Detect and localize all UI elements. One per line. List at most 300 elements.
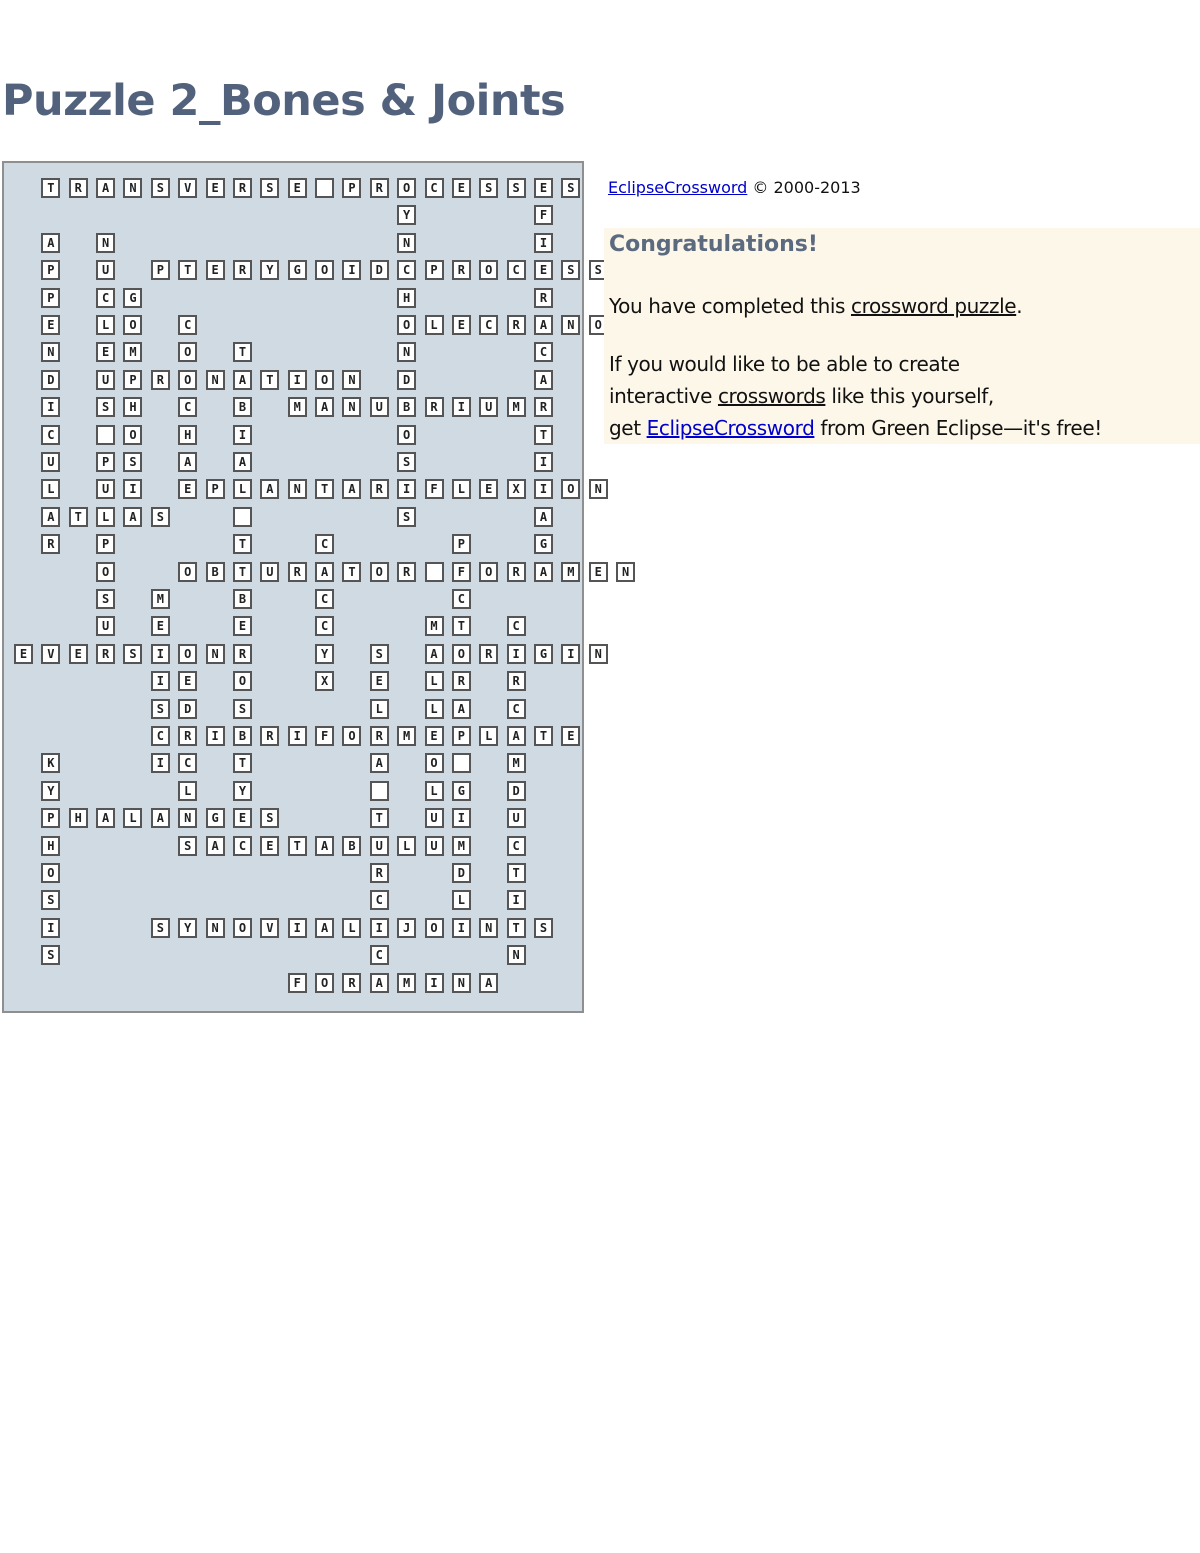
crossword-cell[interactable]: P [452, 726, 471, 746]
crossword-cell[interactable] [233, 507, 252, 527]
crossword-cell[interactable]: O [315, 370, 334, 390]
crossword-cell[interactable]: A [507, 726, 526, 746]
crossword-cell[interactable]: V [41, 644, 60, 664]
crossword-cell[interactable]: S [41, 945, 60, 965]
crossword-cell[interactable]: O [589, 315, 608, 335]
get-eclipsecrossword-link[interactable]: EclipseCrossword [646, 416, 815, 440]
crossword-cell[interactable]: O [561, 479, 580, 499]
crossword-cell[interactable]: R [69, 178, 88, 198]
crossword-cell[interactable]: A [315, 918, 334, 938]
crossword-cell[interactable]: P [452, 534, 471, 554]
crossword-cell[interactable]: A [534, 370, 553, 390]
crossword-cell[interactable]: R [233, 644, 252, 664]
crossword-cell[interactable]: N [452, 973, 471, 993]
crossword-cell[interactable]: R [479, 644, 498, 664]
crossword-cell[interactable]: A [41, 233, 60, 253]
crossword-cell[interactable]: T [178, 260, 197, 280]
crossword-cell[interactable]: I [534, 452, 553, 472]
crossword-cell[interactable]: A [178, 452, 197, 472]
crossword-cell[interactable]: O [96, 562, 115, 582]
crossword-cell[interactable]: I [123, 479, 142, 499]
crossword-cell[interactable]: L [96, 507, 115, 527]
crossword-cell[interactable]: D [397, 370, 416, 390]
crossword-cell[interactable]: S [479, 178, 498, 198]
crossword-cell[interactable]: S [96, 397, 115, 417]
crossword-cell[interactable]: I [151, 644, 170, 664]
crossword-cell[interactable]: C [315, 616, 334, 636]
crossword-cell[interactable]: S [260, 178, 279, 198]
crossword-cell[interactable]: O [123, 425, 142, 445]
crossword-cell[interactable]: A [315, 562, 334, 582]
crossword-cell[interactable]: P [206, 479, 225, 499]
crossword-cell[interactable]: P [425, 260, 444, 280]
crossword-cell[interactable]: I [288, 918, 307, 938]
crossword-cell[interactable]: A [123, 507, 142, 527]
crossword-cell[interactable]: C [233, 836, 252, 856]
crossword-cell[interactable]: R [534, 288, 553, 308]
crossword-cell[interactable]: H [178, 425, 197, 445]
crossword-cell[interactable]: A [315, 397, 334, 417]
crossword-cell[interactable]: R [397, 562, 416, 582]
crossword-cell[interactable]: I [397, 479, 416, 499]
crossword-cell[interactable]: E [452, 315, 471, 335]
crossword-cell[interactable]: X [507, 479, 526, 499]
crossword-cell[interactable]: C [507, 616, 526, 636]
crossword-cell[interactable]: E [151, 616, 170, 636]
crossword-cell[interactable]: C [534, 342, 553, 362]
crossword-cell[interactable]: V [260, 918, 279, 938]
crossword-cell[interactable]: A [534, 562, 553, 582]
crossword-cell[interactable]: T [233, 562, 252, 582]
crossword-cell[interactable]: E [14, 644, 33, 664]
crossword-cell[interactable]: C [178, 315, 197, 335]
crossword-cell[interactable]: Y [260, 260, 279, 280]
crossword-cell[interactable]: S [96, 589, 115, 609]
crossword-cell[interactable]: I [507, 890, 526, 910]
crossword-cell[interactable]: A [96, 178, 115, 198]
crossword-cell[interactable]: U [96, 616, 115, 636]
crossword-cell[interactable]: S [370, 644, 389, 664]
crossword-cell[interactable]: N [561, 315, 580, 335]
crossword-cell[interactable]: T [315, 479, 334, 499]
crossword-cell[interactable]: L [342, 918, 361, 938]
crossword-cell[interactable]: Y [315, 644, 334, 664]
crossword-cell[interactable]: R [370, 863, 389, 883]
crossword-cell[interactable]: O [178, 644, 197, 664]
crossword-cell[interactable]: N [479, 918, 498, 938]
crossword-cell[interactable]: L [452, 479, 471, 499]
crossword-cell[interactable]: P [123, 370, 142, 390]
crossword-cell[interactable]: T [233, 753, 252, 773]
crossword-cell[interactable]: S [151, 178, 170, 198]
crossword-cell[interactable]: U [96, 370, 115, 390]
crossword-cell[interactable]: C [507, 836, 526, 856]
crossword-cell[interactable]: P [41, 260, 60, 280]
crossword-cell[interactable]: R [370, 479, 389, 499]
crossword-cell[interactable]: L [425, 671, 444, 691]
crossword-cell[interactable]: E [479, 479, 498, 499]
crossword-cell[interactable]: D [370, 260, 389, 280]
crossword-cell[interactable]: E [206, 260, 225, 280]
crossword-cell[interactable]: S [151, 918, 170, 938]
crossword-cell[interactable]: B [233, 726, 252, 746]
crossword-cell[interactable]: S [397, 507, 416, 527]
crossword-cell[interactable]: A [534, 315, 553, 335]
crossword-cell[interactable]: O [425, 753, 444, 773]
crossword-cell[interactable]: R [452, 671, 471, 691]
crossword-cell[interactable]: I [370, 918, 389, 938]
crossword-cell[interactable]: I [507, 644, 526, 664]
crossword-cell[interactable]: T [534, 425, 553, 445]
crossword-cell[interactable]: N [288, 479, 307, 499]
crossword-cell[interactable]: S [178, 836, 197, 856]
crossword-cell[interactable]: A [370, 753, 389, 773]
crossword-cell[interactable]: A [370, 973, 389, 993]
crossword-cell[interactable]: E [260, 836, 279, 856]
crossword-cell[interactable]: N [206, 370, 225, 390]
crossword-cell[interactable]: R [41, 534, 60, 554]
crossword-cell[interactable]: O [397, 425, 416, 445]
crossword-cell[interactable]: S [41, 890, 60, 910]
crossword-cell[interactable]: H [41, 836, 60, 856]
crossword-cell[interactable]: B [342, 836, 361, 856]
crossword-cell[interactable]: A [151, 808, 170, 828]
crossword-cell[interactable]: E [534, 178, 553, 198]
crossword-cell[interactable]: L [452, 890, 471, 910]
crossword-cell[interactable]: I [342, 260, 361, 280]
crossword-cell[interactable]: L [425, 315, 444, 335]
crossword-cell[interactable]: Y [233, 781, 252, 801]
crossword-cell[interactable]: U [96, 260, 115, 280]
crossword-cell[interactable]: P [41, 808, 60, 828]
crossword-cell[interactable]: U [425, 836, 444, 856]
crossword-cell[interactable]: A [96, 808, 115, 828]
crossword-cell[interactable]: S [534, 918, 553, 938]
crossword-cell[interactable]: O [233, 918, 252, 938]
crossword-cell[interactable]: S [260, 808, 279, 828]
crossword-cell[interactable]: O [342, 726, 361, 746]
crossword-cell[interactable]: U [260, 562, 279, 582]
crossword-cell[interactable]: R [507, 671, 526, 691]
crossword-cell[interactable]: C [397, 260, 416, 280]
crossword-cell[interactable]: N [397, 342, 416, 362]
crossword-cell[interactable]: T [507, 918, 526, 938]
crossword-cell[interactable]: R [370, 726, 389, 746]
crossword-cell[interactable]: C [370, 945, 389, 965]
crossword-cell[interactable]: A [534, 507, 553, 527]
crossword-cell[interactable] [452, 753, 471, 773]
crossword-cell[interactable]: O [370, 562, 389, 582]
crossword-cell[interactable]: A [452, 699, 471, 719]
crossword-cell[interactable]: N [41, 342, 60, 362]
crossword-cell[interactable]: L [178, 781, 197, 801]
crossword-cell[interactable]: I [206, 726, 225, 746]
crossword-cell[interactable]: T [370, 808, 389, 828]
crossword-cell[interactable]: I [41, 397, 60, 417]
crossword-cell[interactable]: N [206, 644, 225, 664]
crossword-cell[interactable]: C [315, 534, 334, 554]
crossword-cell[interactable]: O [178, 370, 197, 390]
crossword-cell[interactable]: U [507, 808, 526, 828]
crossword-cell[interactable]: U [370, 836, 389, 856]
crossword-cell[interactable]: Y [178, 918, 197, 938]
crossword-cell[interactable]: U [479, 397, 498, 417]
crossword-cell[interactable]: O [425, 918, 444, 938]
crossword-cell[interactable]: B [397, 397, 416, 417]
crossword-cell[interactable]: U [41, 452, 60, 472]
crossword-cell[interactable]: M [507, 397, 526, 417]
crossword-cell[interactable]: E [178, 671, 197, 691]
crossword-cell[interactable]: O [178, 562, 197, 582]
crossword-cell[interactable]: E [69, 644, 88, 664]
crossword-cell[interactable]: L [425, 781, 444, 801]
crossword-cell[interactable]: N [342, 370, 361, 390]
crossword-cell[interactable]: S [151, 507, 170, 527]
crossword-cell[interactable]: A [41, 507, 60, 527]
crossword-cell[interactable]: M [425, 616, 444, 636]
crossword-cell[interactable]: L [123, 808, 142, 828]
crossword-cell[interactable]: U [370, 397, 389, 417]
crossword-cell[interactable]: R [233, 260, 252, 280]
crossword-cell[interactable]: E [233, 808, 252, 828]
crossword-cell[interactable]: L [41, 479, 60, 499]
crossword-cell[interactable]: I [452, 918, 471, 938]
crossword-cell[interactable]: O [479, 562, 498, 582]
crossword-cell[interactable]: D [507, 781, 526, 801]
crossword-cell[interactable]: R [370, 178, 389, 198]
crossword-cell[interactable]: R [342, 973, 361, 993]
crossword-cell[interactable]: D [41, 370, 60, 390]
crossword-cell[interactable]: N [397, 233, 416, 253]
crossword-cell[interactable] [315, 178, 334, 198]
crossword-cell[interactable]: R [425, 397, 444, 417]
crossword-cell[interactable]: I [41, 918, 60, 938]
crossword-cell[interactable]: M [151, 589, 170, 609]
crossword-cell[interactable]: O [479, 260, 498, 280]
crossword-cell[interactable]: R [260, 726, 279, 746]
crossword-cell[interactable]: I [534, 233, 553, 253]
crossword-cell[interactable] [96, 425, 115, 445]
crossword-cell[interactable]: I [452, 397, 471, 417]
crossword-cell[interactable]: D [178, 699, 197, 719]
crossword-cell[interactable]: E [178, 479, 197, 499]
crossword-cell[interactable]: C [151, 726, 170, 746]
crossword-cell[interactable]: P [96, 534, 115, 554]
crossword-cell[interactable]: N [507, 945, 526, 965]
crossword-cell[interactable]: O [41, 863, 60, 883]
crossword-cell[interactable]: F [452, 562, 471, 582]
crossword-cell[interactable]: L [479, 726, 498, 746]
crossword-cell[interactable]: T [288, 836, 307, 856]
crossword-cell[interactable]: N [589, 644, 608, 664]
crossword-cell[interactable]: B [233, 589, 252, 609]
crossword-cell[interactable]: A [206, 836, 225, 856]
crossword-cell[interactable]: C [96, 288, 115, 308]
crossword-cell[interactable]: T [507, 863, 526, 883]
crossword-cell[interactable]: S [561, 178, 580, 198]
crossword-cell[interactable]: F [315, 726, 334, 746]
crossword-cell[interactable]: A [233, 370, 252, 390]
crossword-cell[interactable]: C [178, 397, 197, 417]
crossword-cell[interactable]: R [96, 644, 115, 664]
crossword-cell[interactable]: R [452, 260, 471, 280]
crossword-cell[interactable]: M [561, 562, 580, 582]
crossword-cell[interactable]: H [397, 288, 416, 308]
crossword-cell[interactable]: O [315, 260, 334, 280]
crossword-cell[interactable]: G [534, 644, 553, 664]
crossword-cell[interactable] [370, 781, 389, 801]
crossword-cell[interactable]: P [96, 452, 115, 472]
crossword-cell[interactable]: N [589, 479, 608, 499]
crossword-cell[interactable]: T [534, 726, 553, 746]
crossword-cell[interactable]: C [452, 589, 471, 609]
crossword-cell[interactable]: M [507, 753, 526, 773]
crossword-cell[interactable]: L [425, 699, 444, 719]
crossword-cell[interactable]: O [397, 315, 416, 335]
crossword-cell[interactable] [425, 562, 444, 582]
crossword-cell[interactable]: J [397, 918, 416, 938]
crossword-cell[interactable]: A [260, 479, 279, 499]
crossword-cell[interactable]: I [288, 726, 307, 746]
crossword-cell[interactable]: N [123, 178, 142, 198]
crossword-cell[interactable]: Y [41, 781, 60, 801]
crossword-cell[interactable]: S [397, 452, 416, 472]
crossword-cell[interactable]: I [233, 425, 252, 445]
crossword-cell[interactable]: M [452, 836, 471, 856]
crossword-cell[interactable]: A [479, 973, 498, 993]
crossword-cell[interactable]: S [507, 178, 526, 198]
crossword-cell[interactable]: D [452, 863, 471, 883]
crossword-cell[interactable]: M [397, 973, 416, 993]
crossword-cell[interactable]: G [452, 781, 471, 801]
crossword-cell[interactable]: E [41, 315, 60, 335]
crossword-cell[interactable]: E [233, 616, 252, 636]
crossword-cell[interactable]: C [178, 753, 197, 773]
crossword-cell[interactable]: E [534, 260, 553, 280]
crossword-cell[interactable]: M [123, 342, 142, 362]
crossword-cell[interactable]: A [342, 479, 361, 499]
crossword-grid[interactable] [2, 161, 630, 1013]
crossword-cell[interactable]: I [452, 808, 471, 828]
crossword-cell[interactable]: E [288, 178, 307, 198]
crossword-cell[interactable]: S [561, 260, 580, 280]
crossword-cell[interactable]: L [96, 315, 115, 335]
crossword-cell[interactable]: T [342, 562, 361, 582]
crossword-cell[interactable]: V [178, 178, 197, 198]
crossword-cell[interactable]: M [288, 397, 307, 417]
crossword-cell[interactable]: C [41, 425, 60, 445]
crossword-cell[interactable]: Y [397, 205, 416, 225]
crossword-cell[interactable]: R [534, 397, 553, 417]
crossword-cell[interactable]: G [534, 534, 553, 554]
crossword-cell[interactable]: C [370, 890, 389, 910]
crossword-cell[interactable]: C [507, 699, 526, 719]
crossword-cell[interactable]: K [41, 753, 60, 773]
eclipsecrossword-link[interactable]: EclipseCrossword [608, 178, 748, 197]
crossword-cell[interactable]: B [233, 397, 252, 417]
crossword-cell[interactable]: P [342, 178, 361, 198]
crossword-cell[interactable]: H [123, 397, 142, 417]
crossword-cell[interactable]: N [178, 808, 197, 828]
crossword-cell[interactable]: C [479, 315, 498, 335]
crossword-cell[interactable]: P [151, 260, 170, 280]
crossword-cell[interactable]: L [370, 699, 389, 719]
crossword-cell[interactable]: I [534, 479, 553, 499]
crossword-cell[interactable]: S [123, 452, 142, 472]
crossword-cell[interactable]: P [41, 288, 60, 308]
crossword-cell[interactable]: O [233, 671, 252, 691]
crossword-cell[interactable]: G [288, 260, 307, 280]
crossword-cell[interactable]: R [151, 370, 170, 390]
crossword-cell[interactable]: O [315, 973, 334, 993]
crossword-cell[interactable]: O [123, 315, 142, 335]
crossword-cell[interactable]: G [206, 808, 225, 828]
crossword-cell[interactable]: L [233, 479, 252, 499]
crossword-cell[interactable]: I [151, 753, 170, 773]
crossword-cell[interactable]: E [561, 726, 580, 746]
crossword-cell[interactable]: I [561, 644, 580, 664]
crossword-cell[interactable]: E [96, 342, 115, 362]
crossword-cell[interactable]: C [507, 260, 526, 280]
crossword-cell[interactable]: G [123, 288, 142, 308]
crossword-cell[interactable]: E [206, 178, 225, 198]
crossword-cell[interactable]: R [507, 562, 526, 582]
crossword-cell[interactable]: H [69, 808, 88, 828]
crossword-cell[interactable]: T [452, 616, 471, 636]
crossword-cell[interactable]: S [233, 699, 252, 719]
crossword-cell[interactable]: M [397, 726, 416, 746]
crossword-cell[interactable]: T [260, 370, 279, 390]
crossword-cell[interactable]: T [69, 507, 88, 527]
crossword-cell[interactable]: S [151, 699, 170, 719]
crossword-cell[interactable]: B [206, 562, 225, 582]
crossword-cell[interactable]: I [288, 370, 307, 390]
crossword-cell[interactable]: N [342, 397, 361, 417]
crossword-cell[interactable]: T [41, 178, 60, 198]
crossword-cell[interactable]: X [315, 671, 334, 691]
crossword-cell[interactable]: R [178, 726, 197, 746]
crossword-cell[interactable]: E [370, 671, 389, 691]
crossword-cell[interactable]: A [315, 836, 334, 856]
crossword-cell[interactable]: N [206, 918, 225, 938]
crossword-cell[interactable]: O [397, 178, 416, 198]
crossword-cell[interactable]: I [425, 973, 444, 993]
crossword-cell[interactable]: N [616, 562, 635, 582]
crossword-cell[interactable]: O [178, 342, 197, 362]
crossword-cell[interactable]: F [534, 205, 553, 225]
crossword-cell[interactable]: E [589, 562, 608, 582]
crossword-cell[interactable]: C [315, 589, 334, 609]
crossword-cell[interactable]: E [425, 726, 444, 746]
crossword-cell[interactable]: R [288, 562, 307, 582]
crossword-cell[interactable]: U [96, 479, 115, 499]
crossword-cell[interactable]: L [397, 836, 416, 856]
crossword-cell[interactable]: E [452, 178, 471, 198]
crossword-cell[interactable]: R [233, 178, 252, 198]
crossword-cell[interactable]: I [151, 671, 170, 691]
crossword-cell[interactable]: C [425, 178, 444, 198]
crossword-cell[interactable]: T [233, 342, 252, 362]
crossword-cell[interactable]: F [288, 973, 307, 993]
crossword-cell[interactable]: U [425, 808, 444, 828]
crossword-cell[interactable]: A [233, 452, 252, 472]
crossword-cell[interactable]: S [589, 260, 608, 280]
crossword-cell[interactable]: A [425, 644, 444, 664]
crossword-cell[interactable]: F [425, 479, 444, 499]
crossword-cell[interactable]: T [233, 534, 252, 554]
crossword-cell[interactable]: N [96, 233, 115, 253]
crossword-cell[interactable]: O [452, 644, 471, 664]
